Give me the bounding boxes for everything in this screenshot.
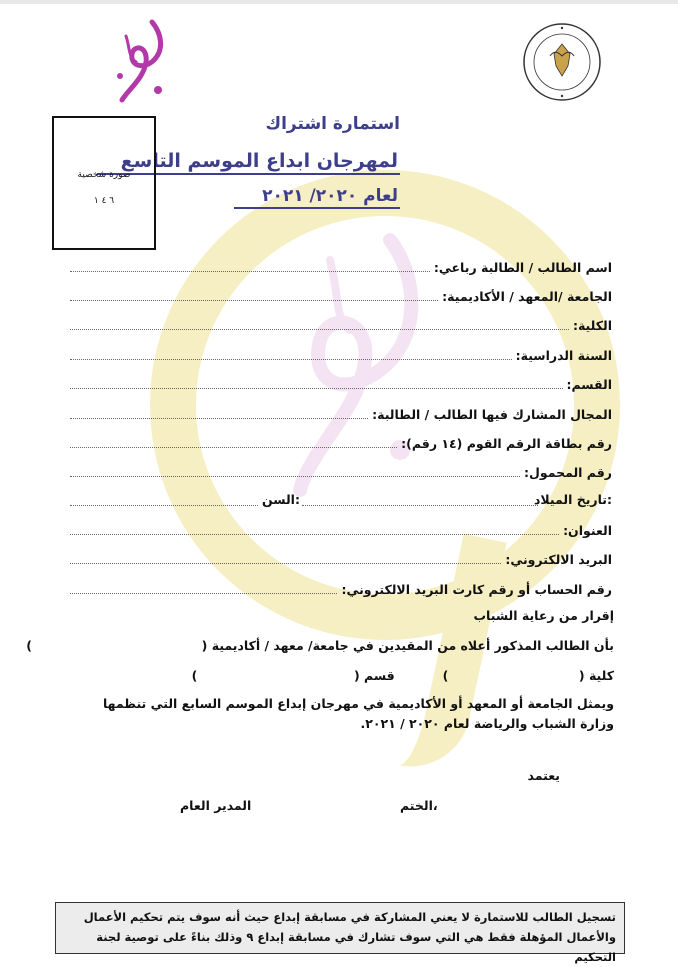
field-line[interactable] (70, 299, 438, 301)
notice-box (55, 902, 625, 964)
field-line[interactable] (70, 562, 501, 564)
field-national-id[interactable] (70, 431, 612, 451)
field-line[interactable] (70, 387, 563, 389)
stamp-label: الختم، (400, 798, 438, 813)
field-label: رقم الحساب أو رقم كارت البريد الالكتروني: (341, 582, 612, 597)
age-line[interactable] (70, 505, 258, 506)
field-label: البريد الالكتروني: (505, 552, 612, 567)
field-participation-area[interactable] (70, 402, 612, 422)
field-line[interactable] (70, 270, 430, 272)
festival-subtitle: لمهرجان ابداع الموسم التاسع (97, 150, 400, 175)
declaration-paragraph: ويمثل الجامعة أو المعهد أو الأكاديمية في مهرجان إبداع الموسم السابع التي تنظمها وزارة الشباب والرياضة لعام ٢٠٢٠ / ٢٠٢١. (102, 696, 614, 731)
field-label: العنوان: (563, 523, 612, 538)
field-address[interactable] (70, 518, 612, 538)
dob-line[interactable] (302, 505, 538, 506)
approve-label: يعتمد (527, 768, 560, 783)
field-label: القسم: (566, 377, 612, 392)
field-line[interactable] (70, 358, 512, 360)
notice-line-1: تسجيل الطالب للاستمارة لا يعني المشاركة في مسابقة إبداع حيث أنه سوف يتم تحكيم الأعمال (83, 910, 616, 924)
photo-box[interactable] (52, 116, 156, 250)
field-label: السنة الدراسية: (515, 348, 612, 363)
field-line[interactable] (70, 475, 520, 477)
form-title: استمارة اشتراك (265, 114, 400, 134)
field-university[interactable] (70, 284, 612, 304)
field-email[interactable] (70, 547, 612, 567)
declaration-heading: إقرار من رعاية الشباب (473, 608, 614, 623)
field-department[interactable] (70, 372, 612, 392)
field-label: المجال المشارك فيها الطالب / الطالبة: (372, 407, 612, 422)
field-study-year[interactable] (70, 343, 612, 363)
field-line[interactable] (70, 446, 397, 448)
field-label: الجامعة /المعهد / الأكاديمية: (442, 289, 612, 304)
photo-label: صورة شخصية (77, 170, 131, 180)
field-faculty[interactable] (70, 313, 612, 333)
ministry-seal-icon (520, 20, 604, 104)
field-label: اسم الطالب / الطالبة رباعي: (433, 260, 612, 275)
field-label: الكلية: (572, 318, 612, 333)
field-student-name[interactable] (70, 255, 612, 275)
notice-line-2: والأعمال المؤهلة فقط هي التي سوف تشارك في مسابقة إبداع ٩ وذلك بناءً على توصية لجنة التحكيم (96, 930, 616, 964)
field-account-number[interactable] (70, 577, 612, 597)
age-label: السن: (262, 492, 300, 507)
declaration-line-2: كلية ( ) قسم ( ) (191, 668, 614, 683)
field-line[interactable] (70, 417, 368, 419)
director-label: المدير العام (180, 798, 252, 813)
declaration-line-1: بأن الطالب المذكور أعلاه من المقيدين في جامعة/ معهد / أكاديمية ( ) (26, 638, 614, 653)
form-year: لعام ٢٠٢٠/ ٢٠٢١ (234, 186, 400, 209)
field-label: رقم بطاقة الرقم القوم (١٤ رقم): (401, 436, 612, 451)
field-line[interactable] (70, 533, 559, 535)
field-line[interactable] (70, 592, 337, 594)
field-line[interactable] (70, 328, 569, 330)
field-label: رقم المحمول: (524, 465, 612, 480)
dob-label: تاريخ الميلاد: (533, 492, 612, 507)
top-strip (0, 0, 678, 4)
field-mobile[interactable] (70, 460, 612, 480)
photo-number: ٦ ٤ ١ (93, 196, 115, 206)
ibdaa-logo-icon (100, 16, 180, 106)
